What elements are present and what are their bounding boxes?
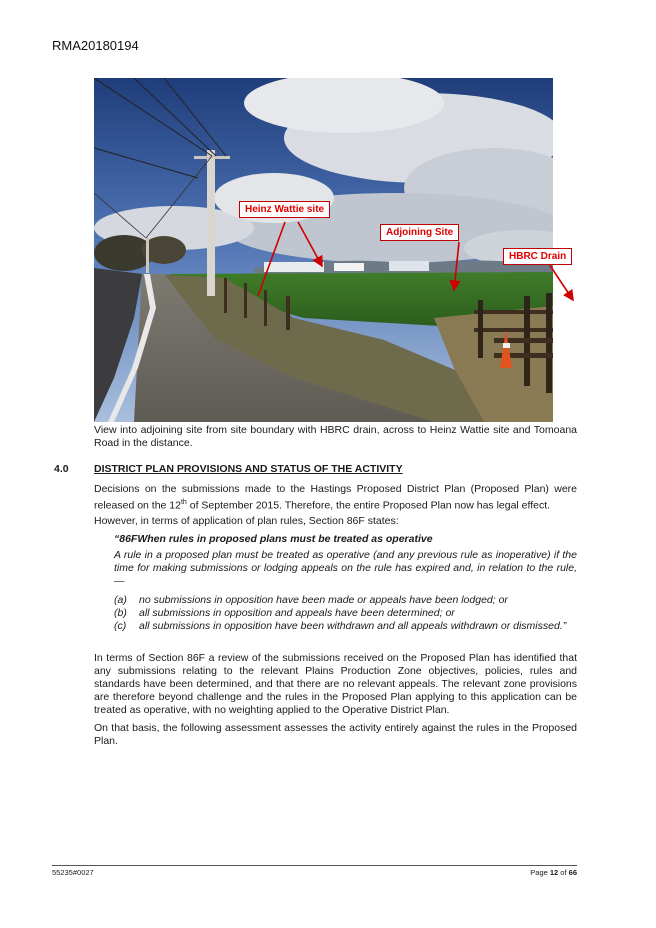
list-item-text: all submissions in opposition have been withdrawn and all appeals withdrawn or dismissed.” [139, 620, 567, 632]
paragraph-decisions-text-2: of September 2015. Therefore, the entire Proposed Plan now has legal effect. [186, 499, 551, 512]
list-item-label: (c) [114, 620, 127, 632]
date-suffix: th [180, 499, 187, 506]
list-item-label: (a) [114, 594, 127, 606]
section-heading: DISTRICT PLAN PROVISIONS AND STATUS OF THE ACTIVITY [94, 463, 403, 475]
list-item-text: no submissions in opposition have been made or appeals have been lodged; or [139, 594, 508, 606]
callout-adjoining-site: Adjoining Site [380, 224, 459, 241]
paragraph-conclusion: On that basis, the following assessment assesses the activity entirely against the rules in the Proposed Plan. [94, 722, 577, 747]
footer-divider [52, 865, 577, 866]
page-total: 66 [568, 868, 577, 877]
list-item-label: (b) [114, 607, 127, 619]
callout-hbrc-drain: HBRC Drain [503, 248, 572, 265]
footer-page-number [530, 868, 577, 877]
document-reference: RMA20180194 [52, 38, 139, 53]
paragraph-review: In terms of Section 86F a review of the submissions received on the Proposed Plan has identified that any submissions relating to the relevant Plains Production Zone objectives, policies, rules and standards have been determined, and that there are no relevant appeals. The relevant zone provisions are therefore beyond challenge and the rules in the Proposed Plan applying to this application can be treated as operative, with no weighting applied to the Operative District Plan. [94, 652, 577, 716]
callout-heinz-wattie-site: Heinz Wattie site [239, 201, 330, 218]
paragraph-section-86f-intro: However, in terms of application of plan rules, Section 86F states: [94, 515, 399, 527]
photo-caption: View into adjoining site from site boundary with HBRC drain, across to Heinz Wattie site and Tomoana Road in the distance. [94, 424, 577, 449]
paragraph-decisions-text-1: Decisions on the submissions made to the Hastings Proposed District Plan (Proposed Plan) were released on the 12 [94, 483, 577, 512]
section-number: 4.0 [54, 463, 69, 475]
footer-document-id: 55235#0027 [52, 868, 94, 877]
paragraph-decisions [94, 483, 577, 513]
list-item-text: all submissions in opposition and appeals have been determined; or [139, 607, 455, 619]
page-prefix: Page [530, 868, 550, 877]
page-current: 12 [549, 868, 559, 877]
quote-body: A rule in a proposed plan must be treated as operative (and any previous rule as inoperative) if the time for making submissions or lodging appeals on the rule has expired and, in relation to the rule,— [114, 549, 577, 587]
site-photo [94, 78, 553, 422]
page-separator: of [558, 868, 569, 877]
quote-heading: “86FWhen rules in proposed plans must be treated as operative [114, 533, 433, 545]
